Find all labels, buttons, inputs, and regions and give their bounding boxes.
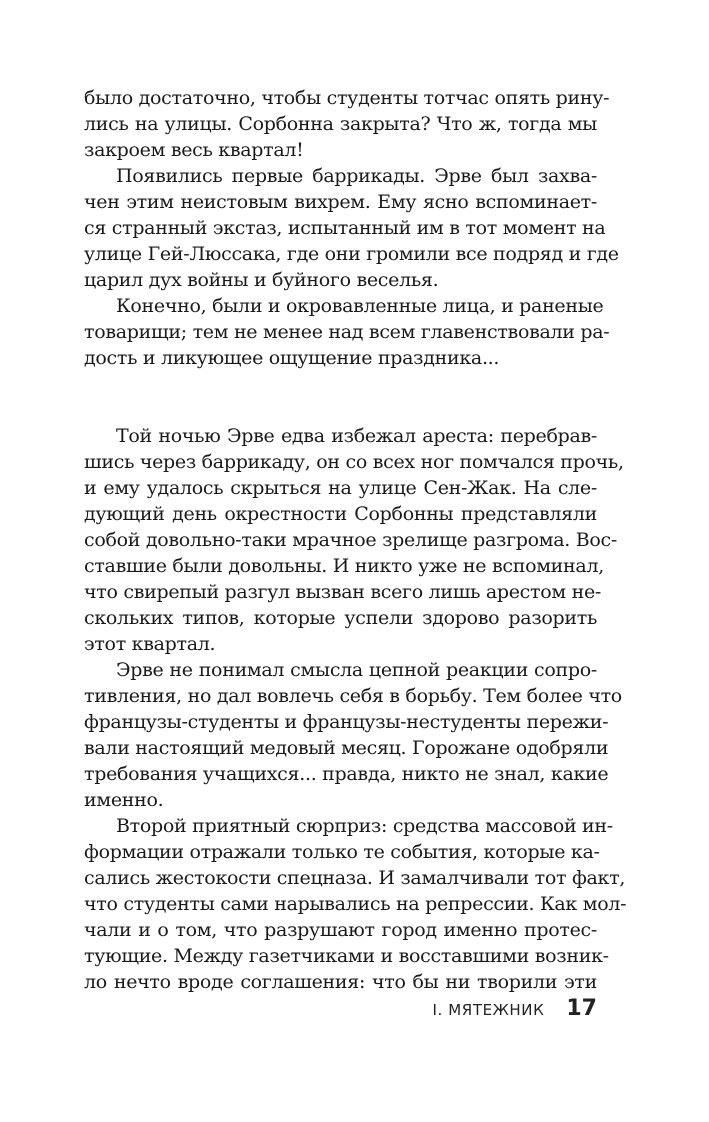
text-line: дость и ликующее ощущение праздника...	[84, 347, 500, 369]
page-footer	[433, 996, 598, 1021]
text-line: сались жестокости спецназа. И замалчивали тот факт,	[84, 867, 626, 889]
text-line: вали настоящий медовый месяц. Горожане одобряли	[84, 737, 609, 759]
page-number: 17	[566, 996, 597, 1021]
text-line: Второй приятный сюрприз: средства массовой ин-	[116, 815, 613, 837]
text-line: чали и о том, что разрушают город именно протес-	[84, 919, 597, 941]
text-line: товарищи; тем не менее над всем главенствовали ра-	[84, 321, 610, 343]
text-line: закроем весь квартал!	[84, 139, 304, 161]
text-line: улице Гей-Люссака, где они громили все подряд и где	[84, 243, 619, 265]
text-line: ся странный экстаз, испытанный им в тот момент на	[84, 217, 606, 239]
text-line: ставшие были довольны. И никто уже не вспоминал,	[84, 555, 604, 577]
text-line: лись на улицы. Сорбонна закрыта? Что ж, тогда мы	[84, 113, 597, 135]
text-line: чен этим неистовым вихрем. Ему ясно вспоминает-	[84, 191, 597, 213]
text-line: ло нечто вроде соглашения: что бы ни творили эти	[84, 971, 597, 993]
text-line: формации отражали только те события, которые ка-	[84, 841, 600, 863]
text-line: Эрве не понимал смысла цепной реакции сопро-	[116, 659, 597, 681]
text-line: что свирепый разгул вызван всего лишь арестом не-	[84, 581, 602, 603]
text-line: и ему удалось скрыться на улице Сен-Жак. На сле-	[84, 477, 597, 499]
text-line: собой довольно-таки мрачное зрелище разгрома. Вос-	[84, 529, 618, 551]
text-line: что студенты сами нарывались на репрессии. Как мол-	[84, 893, 627, 915]
text-line: скольких типов, которые успели здорово разорить	[84, 607, 597, 629]
running-head: I. МЯТЕЖНИК	[432, 1001, 545, 1019]
text-line: французы-студенты и французы-нестуденты пережи-	[84, 711, 609, 733]
text-line: дующий день окрестности Сорбонны представляли	[84, 503, 597, 525]
text-line: требования учащихся... правда, никто не знал, какие	[84, 763, 609, 785]
text-line: тующие. Между газетчиками и восставшими возник-	[84, 945, 609, 967]
text-line: Той ночью Эрве едва избежал ареста: перебрав-	[116, 425, 597, 447]
text-line: именно.	[84, 789, 164, 811]
text-line: Конечно, были и окровавленные лица, и раненые	[116, 295, 604, 317]
text-line: Появились первые баррикады. Эрве был захва-	[116, 165, 597, 187]
text-line: царил дух войны и буйного веселья.	[84, 269, 439, 291]
text-line: было достаточно, чтобы студенты тотчас опять рину-	[84, 87, 610, 109]
text-line: этот квартал.	[84, 633, 216, 655]
text-line: шись через баррикаду, он со всех ног помчался прочь,	[84, 451, 624, 473]
text-line: тивления, но дал вовлечь себя в борьбу. Тем более что	[84, 685, 622, 707]
